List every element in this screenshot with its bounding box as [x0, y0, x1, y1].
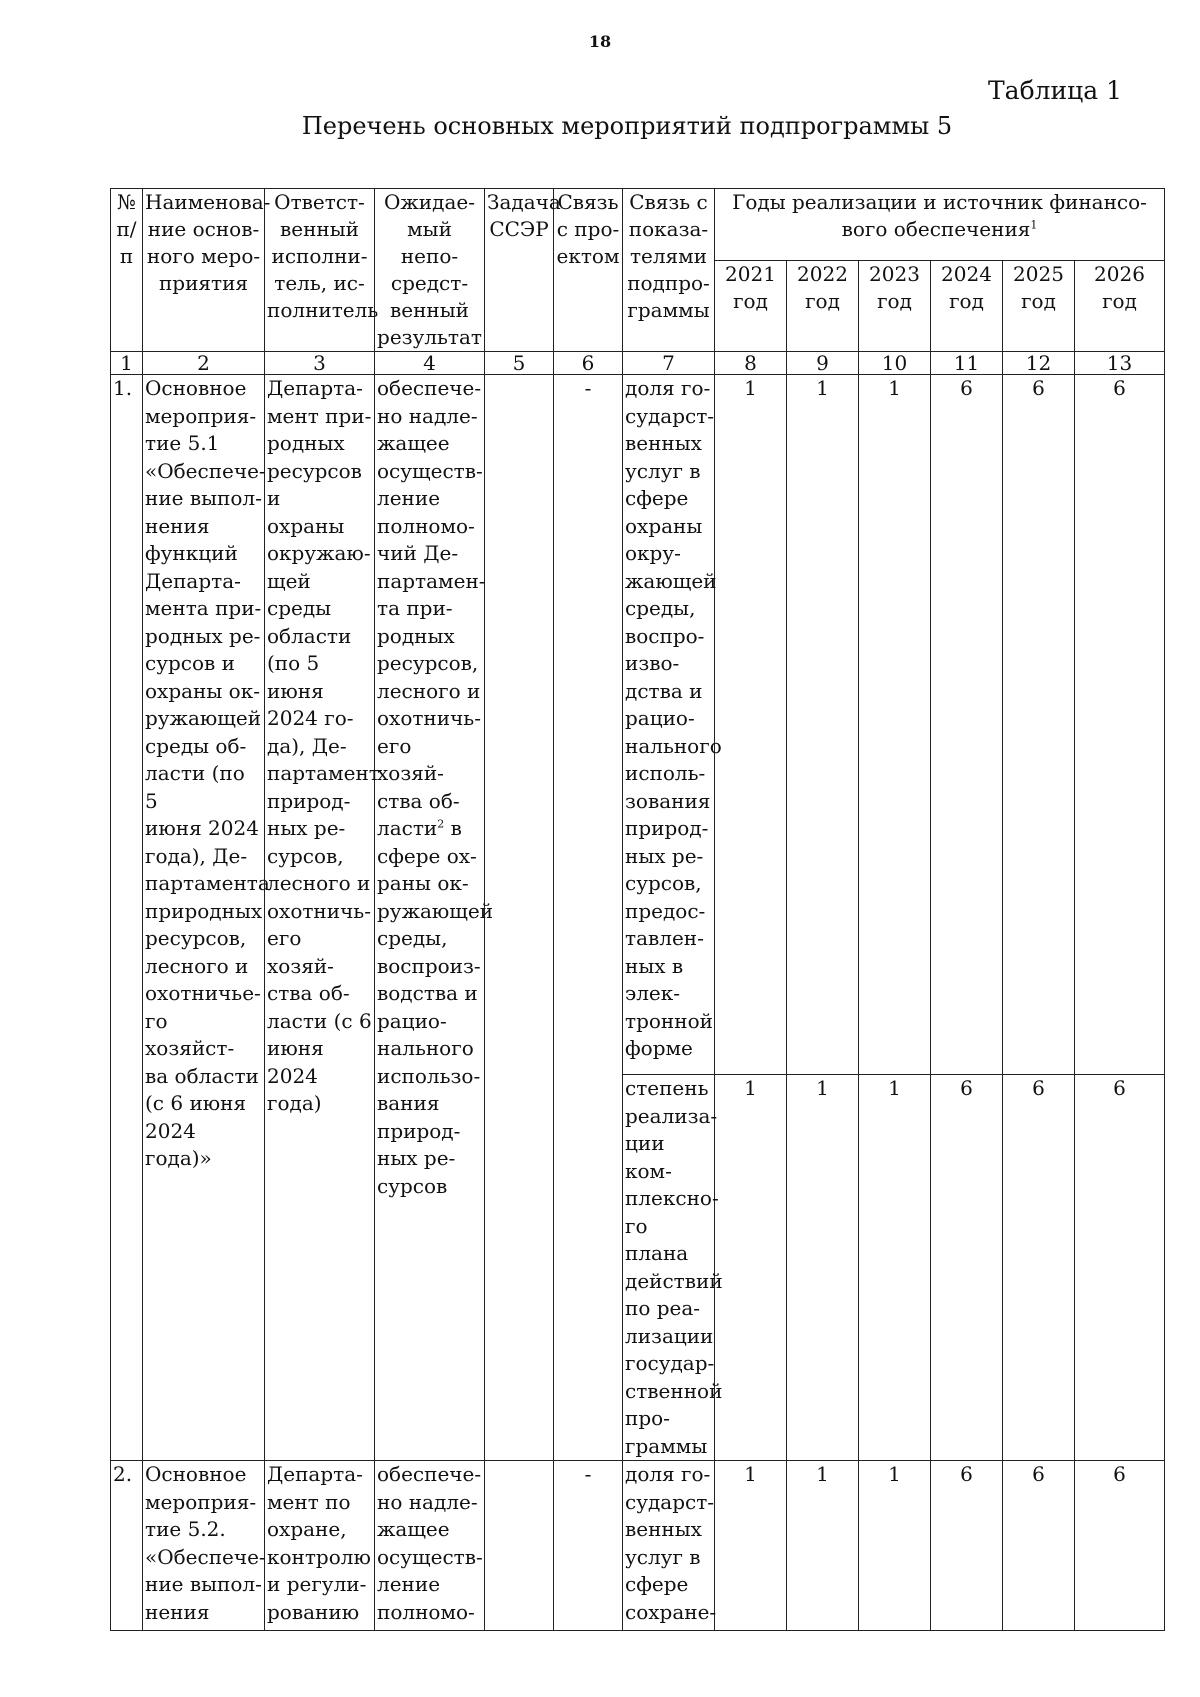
indicator: доля го- сударст- венных услуг в сфере охраны окру- жающей среды, воспро- изво- дства и рацио- нального исполь- зования природ- ных ре- сурсов, предос- тавлен- ных в элек- тронной форме	[623, 375, 715, 1075]
ssep-task	[485, 1461, 554, 1631]
year-value: 6	[1003, 375, 1075, 1075]
year-value: 1	[787, 1461, 859, 1631]
header-years-group	[715, 189, 1165, 261]
year-value: 1	[715, 1461, 787, 1631]
column-number: 2	[143, 352, 265, 375]
header-name: Наименова- ние основ- ного меро- приятия	[143, 189, 265, 352]
header-row	[111, 189, 1165, 261]
header-responsible: Ответст- венный исполни- тель, ис- полнитель	[265, 189, 375, 352]
page-number: 18	[588, 32, 612, 51]
column-number: 11	[931, 352, 1003, 375]
year-value: 1	[859, 1075, 931, 1461]
year-value: 6	[931, 1075, 1003, 1461]
column-number: 6	[554, 352, 623, 375]
header-num: № п/п	[111, 189, 143, 352]
header-year: 2025 год	[1003, 260, 1075, 351]
row-number: 1.	[111, 375, 143, 1461]
project-link: -	[554, 1461, 623, 1631]
year-value: 1	[787, 1075, 859, 1461]
year-value: 6	[1003, 1075, 1075, 1461]
year-value: 6	[1075, 1461, 1165, 1631]
column-number: 5	[485, 352, 554, 375]
column-number: 3	[265, 352, 375, 375]
page-title: Перечень основных мероприятий подпрограммы 5	[301, 112, 953, 140]
column-number: 13	[1075, 352, 1165, 375]
year-value: 6	[1003, 1461, 1075, 1631]
ssep-task	[485, 375, 554, 1461]
header-year: 2026 год	[1075, 260, 1165, 351]
header-task: Задача ССЭР	[485, 189, 554, 352]
responsible-executor: Департа- мент по охране, контролю и регули- рованию	[265, 1461, 375, 1631]
year-value: 6	[1075, 375, 1165, 1075]
activity-name: Основное мероприя- тие 5.1 «Обеспече- ние выпол- нения функций Департа- мента при- родных ре- сурсов и охраны ок- ружающей среды об- ласти (по 5 июня 2024 года), Де- партамента природных ресурсов, лесного и охотничье- го хозяйст- ва области (с 6 июня 2024 года)»	[143, 375, 265, 1461]
activities-table	[110, 188, 1165, 1631]
year-value: 1	[715, 1075, 787, 1461]
year-value: 6	[931, 375, 1003, 1075]
header-year: 2024 год	[931, 260, 1003, 351]
header-result: Ожидае- мый непо- средст- венный результат	[375, 189, 485, 352]
header-year: 2021 год	[715, 260, 787, 351]
responsible-executor: Департа- мент при- родных ресурсов и охраны окружаю- щей среды области (по 5 июня 2024 го- да), Де- партамент природ- ных ре- сурсов, лесного и охотничь- его хозяй- ства об- ласти (с 6 июня 2024 года)	[265, 375, 375, 1461]
column-number: 9	[787, 352, 859, 375]
header-year: 2023 год	[859, 260, 931, 351]
header-indicators: Связь с показа- телями подпро- граммы	[623, 189, 715, 352]
column-number: 4	[375, 352, 485, 375]
column-number: 8	[715, 352, 787, 375]
year-value: 6	[931, 1461, 1003, 1631]
column-numbers-row	[111, 352, 1165, 375]
year-value: 1	[859, 1461, 931, 1631]
footnote-1: 1	[1030, 218, 1038, 232]
expected-result-part2: в сфере ох- раны ок- ружающей среды, воспроиз- водства и рацио- нального использо- вания природ- ных ре- сурсов	[377, 816, 494, 1198]
column-number: 12	[1003, 352, 1075, 375]
project-link: -	[554, 375, 623, 1461]
header-year: 2022 год	[787, 260, 859, 351]
column-number: 7	[623, 352, 715, 375]
year-value: 1	[715, 375, 787, 1075]
expected-result: обеспече- но надле- жащее осуществ- ление полномо-	[375, 1461, 485, 1631]
year-value: 1	[859, 375, 931, 1075]
header-project: Связь с про- ектом	[554, 189, 623, 352]
header-years-group-text: Годы реализации и источник финансо- вого обеспечения	[732, 190, 1147, 241]
row-number: 2.	[111, 1461, 143, 1631]
table-label: Таблица 1	[987, 76, 1122, 105]
footnote-2: 2	[437, 817, 445, 831]
table-row	[111, 375, 1165, 1075]
expected-result	[375, 375, 494, 1461]
column-number: 1	[111, 352, 143, 375]
table-row	[111, 1461, 1165, 1631]
indicator: доля го- сударст- венных услуг в сфере сохране-	[623, 1461, 715, 1631]
year-value: 1	[787, 375, 859, 1075]
year-value: 6	[1075, 1075, 1165, 1461]
column-number: 10	[859, 352, 931, 375]
expected-result-part1: обеспече- но надле- жащее осуществ- ление полномо- чий Де- партамен- та при- родных ресурсов, лесного и охотничь- его хозяй- ства об- ласти	[377, 376, 486, 840]
activity-name: Основное мероприя- тие 5.2. «Обеспече- ние выпол- нения	[143, 1461, 265, 1631]
indicator: степень реализа- ции ком- плексно- го плана действий по реа- лизации государ- ственной про- граммы	[623, 1075, 715, 1461]
